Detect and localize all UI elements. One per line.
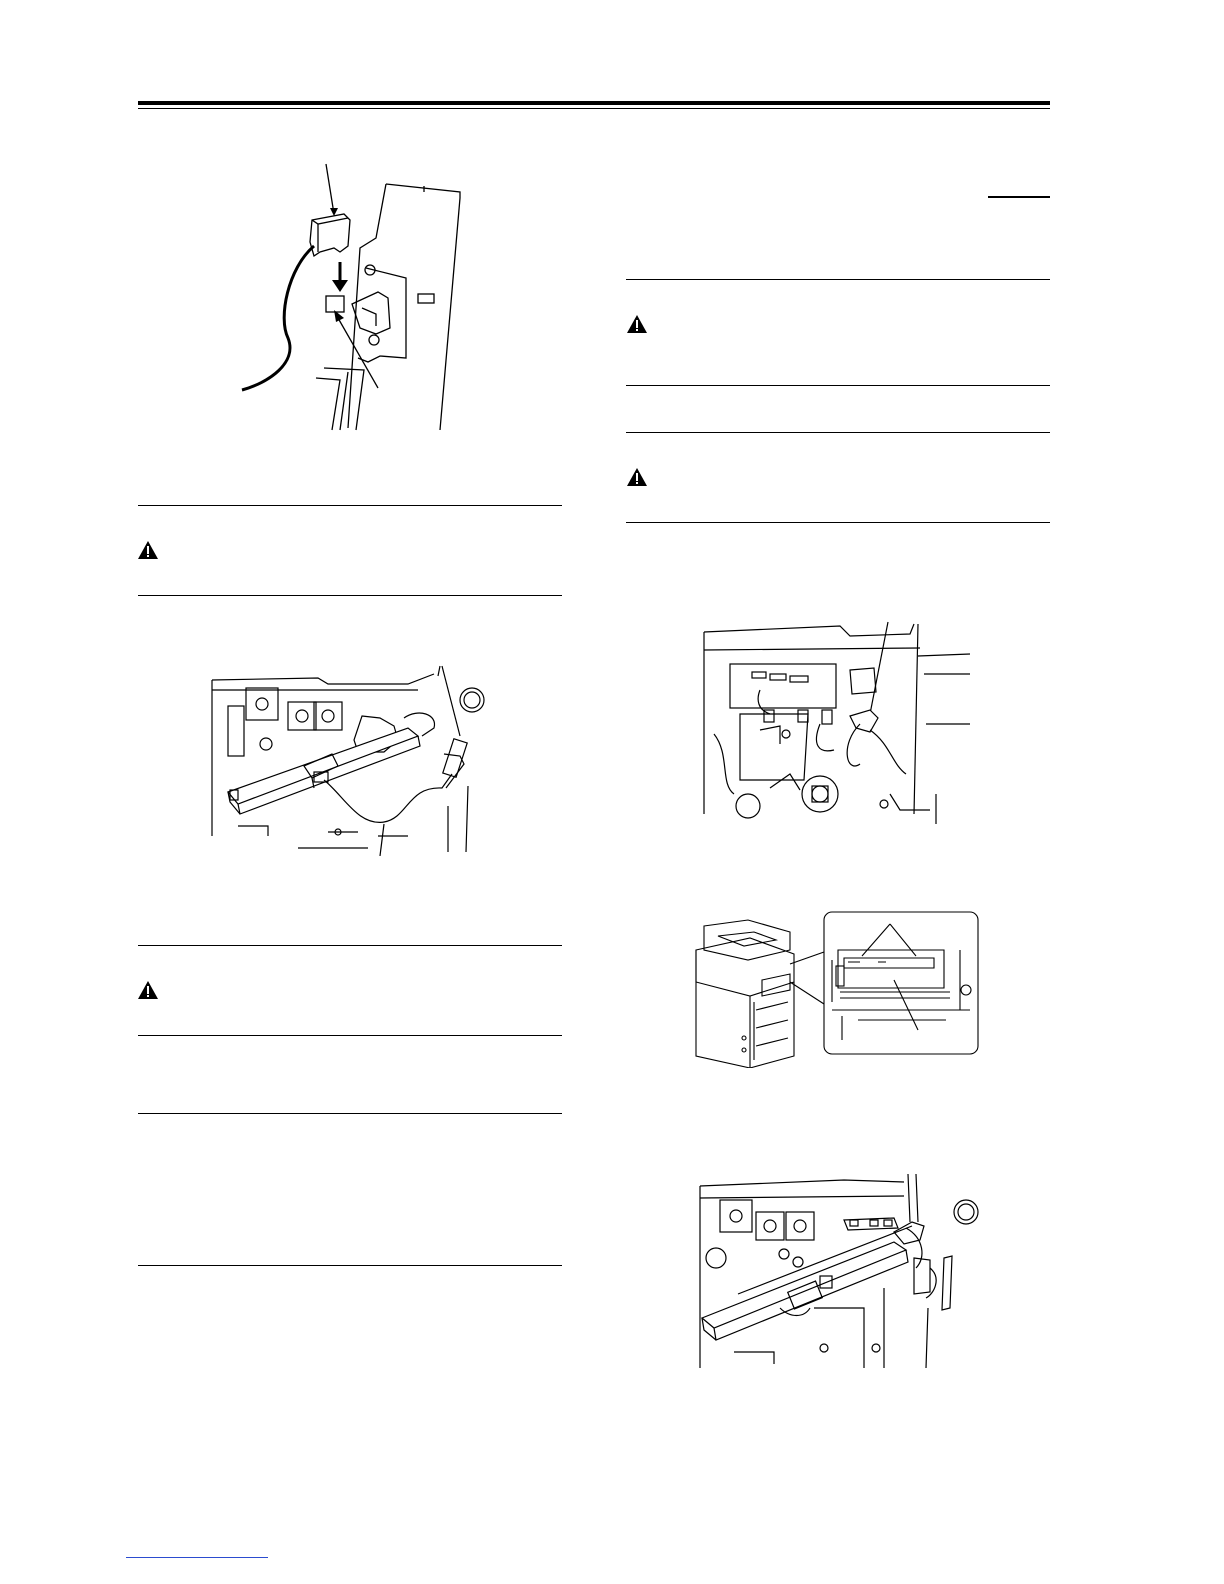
connector-clamp-illustration [700,614,980,830]
section-rule [138,1265,562,1266]
warning-icon [626,467,648,487]
caution-top-rule [626,432,1050,433]
header-rule-thick [138,101,1050,105]
short-rule [988,196,1050,198]
laser-unit-cable-illustration [208,656,498,856]
caution-top-rule [626,279,1050,280]
footer-link-underline[interactable] [126,1557,268,1558]
warning-icon [626,314,648,334]
warning-icon [137,980,159,1000]
caution-top-rule [138,505,562,506]
laser-unit-removal-illustration [694,1168,980,1374]
caution-bottom-rule [138,1035,562,1036]
header-rule-thin [138,108,1050,109]
caution-bottom-rule [626,522,1050,523]
caution-bottom-rule [626,385,1050,386]
copier-overview-illustration [690,910,982,1068]
connector-cover-illustration [228,158,480,438]
section-rule [138,1113,562,1114]
warning-icon [137,540,159,560]
caution-top-rule [138,945,562,946]
caution-bottom-rule [138,595,562,596]
